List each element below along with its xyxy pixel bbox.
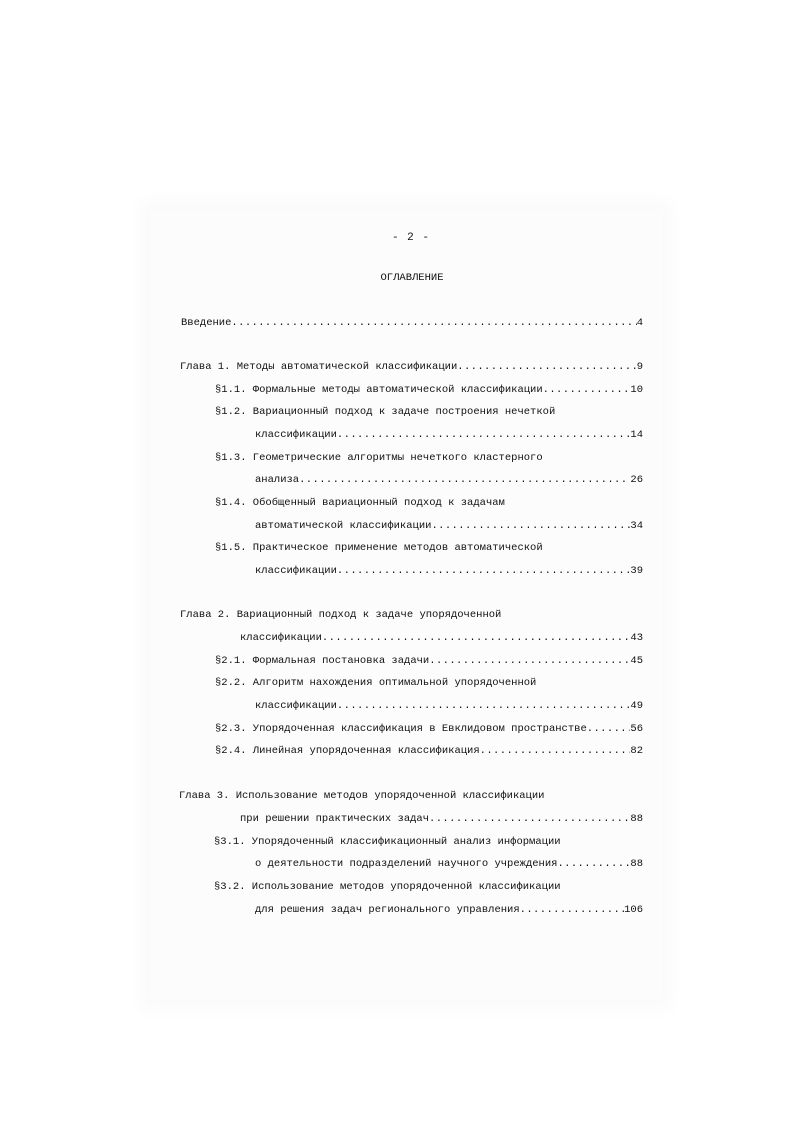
toc-entry-section-1-2[interactable] bbox=[215, 406, 643, 422]
leader-dots bbox=[520, 904, 624, 916]
leader-dots bbox=[337, 565, 630, 577]
toc-entry-section-1-4[interactable] bbox=[215, 497, 643, 513]
toc-entry-chapter-3-cont[interactable] bbox=[240, 813, 643, 829]
toc-entry-chapter-1[interactable] bbox=[180, 361, 643, 377]
toc-entry-cont: автоматической классификации bbox=[255, 520, 432, 532]
toc-entry-text: Введение bbox=[181, 317, 232, 329]
toc-entry-text: §2.2. Алгоритм нахождения оптимальной упорядоченной bbox=[215, 677, 537, 689]
leader-dots bbox=[557, 858, 630, 870]
leader-dots bbox=[431, 520, 630, 532]
toc-entry-text: §1.2. Вариационный подход к задаче построения нечеткой bbox=[215, 406, 556, 418]
toc-entry-page: 49 bbox=[630, 700, 643, 712]
leader-dots bbox=[429, 813, 630, 825]
toc-entry-introduction[interactable] bbox=[181, 317, 643, 333]
toc-entry-text: §3.2. Использование методов упорядоченной классификации bbox=[214, 881, 561, 893]
toc-entry-section-3-2-cont[interactable] bbox=[255, 904, 643, 920]
toc-entry-section-3-1[interactable] bbox=[214, 836, 643, 852]
toc-entry-section-3-1-cont[interactable] bbox=[255, 858, 643, 874]
toc-entry-page: 14 bbox=[630, 429, 643, 441]
toc-entry-text: §1.5. Практическое применение методов автоматической bbox=[215, 542, 543, 554]
toc-entry-section-1-1[interactable] bbox=[215, 384, 643, 400]
leader-dots bbox=[457, 361, 636, 373]
toc-entry-page: 88 bbox=[630, 858, 643, 870]
toc-entry-cont: классификации bbox=[255, 565, 337, 577]
toc-entry-page: 9 bbox=[636, 361, 643, 373]
toc-entry-section-1-5[interactable] bbox=[215, 542, 643, 558]
toc-entry-page: 56 bbox=[630, 723, 643, 735]
leader-dots bbox=[480, 745, 631, 757]
leader-dots bbox=[337, 700, 630, 712]
toc-entry-section-1-4-cont[interactable] bbox=[255, 520, 643, 536]
toc-entry-cont: для решения задач регионального управления bbox=[255, 904, 520, 916]
toc-entry-section-1-3[interactable] bbox=[215, 452, 643, 468]
toc-entry-text: Глава 3. Использование методов упорядоченной классификации bbox=[179, 790, 545, 802]
toc-entry-chapter-2[interactable] bbox=[180, 609, 643, 625]
toc-entry-section-2-2[interactable] bbox=[215, 677, 643, 693]
toc-entry-cont: классификации bbox=[255, 429, 337, 441]
toc-entry-page: 82 bbox=[630, 745, 643, 757]
leader-dots bbox=[587, 723, 631, 735]
leader-dots bbox=[337, 429, 630, 441]
toc-entry-section-2-3[interactable] bbox=[215, 723, 643, 739]
toc-entry-section-2-2-cont[interactable] bbox=[255, 700, 643, 716]
toc-entry-page: 43 bbox=[630, 632, 643, 644]
toc-entry-text: §2.4. Линейная упорядоченная классификация bbox=[215, 745, 480, 757]
toc-entry-page: 106 bbox=[624, 904, 643, 916]
toc-entry-section-3-2[interactable] bbox=[214, 881, 643, 897]
toc-entry-text: Глава 2. Вариационный подход к задаче упорядоченной bbox=[180, 609, 502, 621]
toc-entry-chapter-2-cont[interactable] bbox=[240, 632, 643, 648]
toc-title: ОГЛАВЛЕНИЕ bbox=[380, 272, 444, 284]
toc-entry-section-1-3-cont[interactable] bbox=[255, 474, 643, 490]
toc-entry-cont: при решении практических задач bbox=[240, 813, 430, 825]
toc-entry-text: Глава 1. Методы автоматической классификации bbox=[180, 361, 458, 373]
toc-entry-text: §3.1. Упорядоченный классификационный анализ информации bbox=[214, 836, 561, 848]
toc-entry-page: 39 bbox=[630, 565, 643, 577]
toc-entry-page: 45 bbox=[630, 655, 643, 667]
toc-entry-text: §1.3. Геометрические алгоритмы нечеткого кластерного bbox=[215, 452, 543, 464]
toc-entry-cont: анализа bbox=[255, 474, 300, 486]
toc-entry-text: §2.3. Упорядоченная классификация в Евклидовом пространстве bbox=[215, 723, 587, 735]
toc-entry-section-1-2-cont[interactable] bbox=[255, 429, 643, 445]
toc-entry-cont: о деятельности подразделений научного учреждения bbox=[255, 858, 558, 870]
toc-entry-section-2-1[interactable] bbox=[215, 655, 643, 671]
toc-entry-text: §1.1. Формальные методы автоматической классификации bbox=[215, 384, 543, 396]
toc-entry-page: 88 bbox=[630, 813, 643, 825]
toc-entry-chapter-3[interactable] bbox=[179, 790, 643, 806]
toc-entry-page: 10 bbox=[630, 384, 643, 396]
toc-entry-page: 34 bbox=[630, 520, 643, 532]
page-number: - 2 - bbox=[391, 232, 430, 244]
toc-entry-section-2-4[interactable] bbox=[215, 745, 643, 761]
toc-entry-page: 4 bbox=[636, 317, 643, 329]
toc-entry-text: §1.4. Обобщенный вариационный подход к задачам bbox=[215, 497, 505, 509]
leader-dots bbox=[322, 632, 630, 644]
leader-dots bbox=[429, 655, 630, 667]
toc-entry-page: 26 bbox=[630, 474, 643, 486]
toc-entry-cont: классификации bbox=[255, 700, 337, 712]
leader-dots bbox=[543, 384, 631, 396]
toc-entry-cont: классификации bbox=[240, 632, 322, 644]
leader-dots bbox=[231, 317, 636, 329]
toc-entry-section-1-5-cont[interactable] bbox=[255, 565, 643, 581]
leader-dots bbox=[299, 474, 630, 486]
toc-entry-text: §2.1. Формальная постановка задачи bbox=[215, 655, 430, 667]
